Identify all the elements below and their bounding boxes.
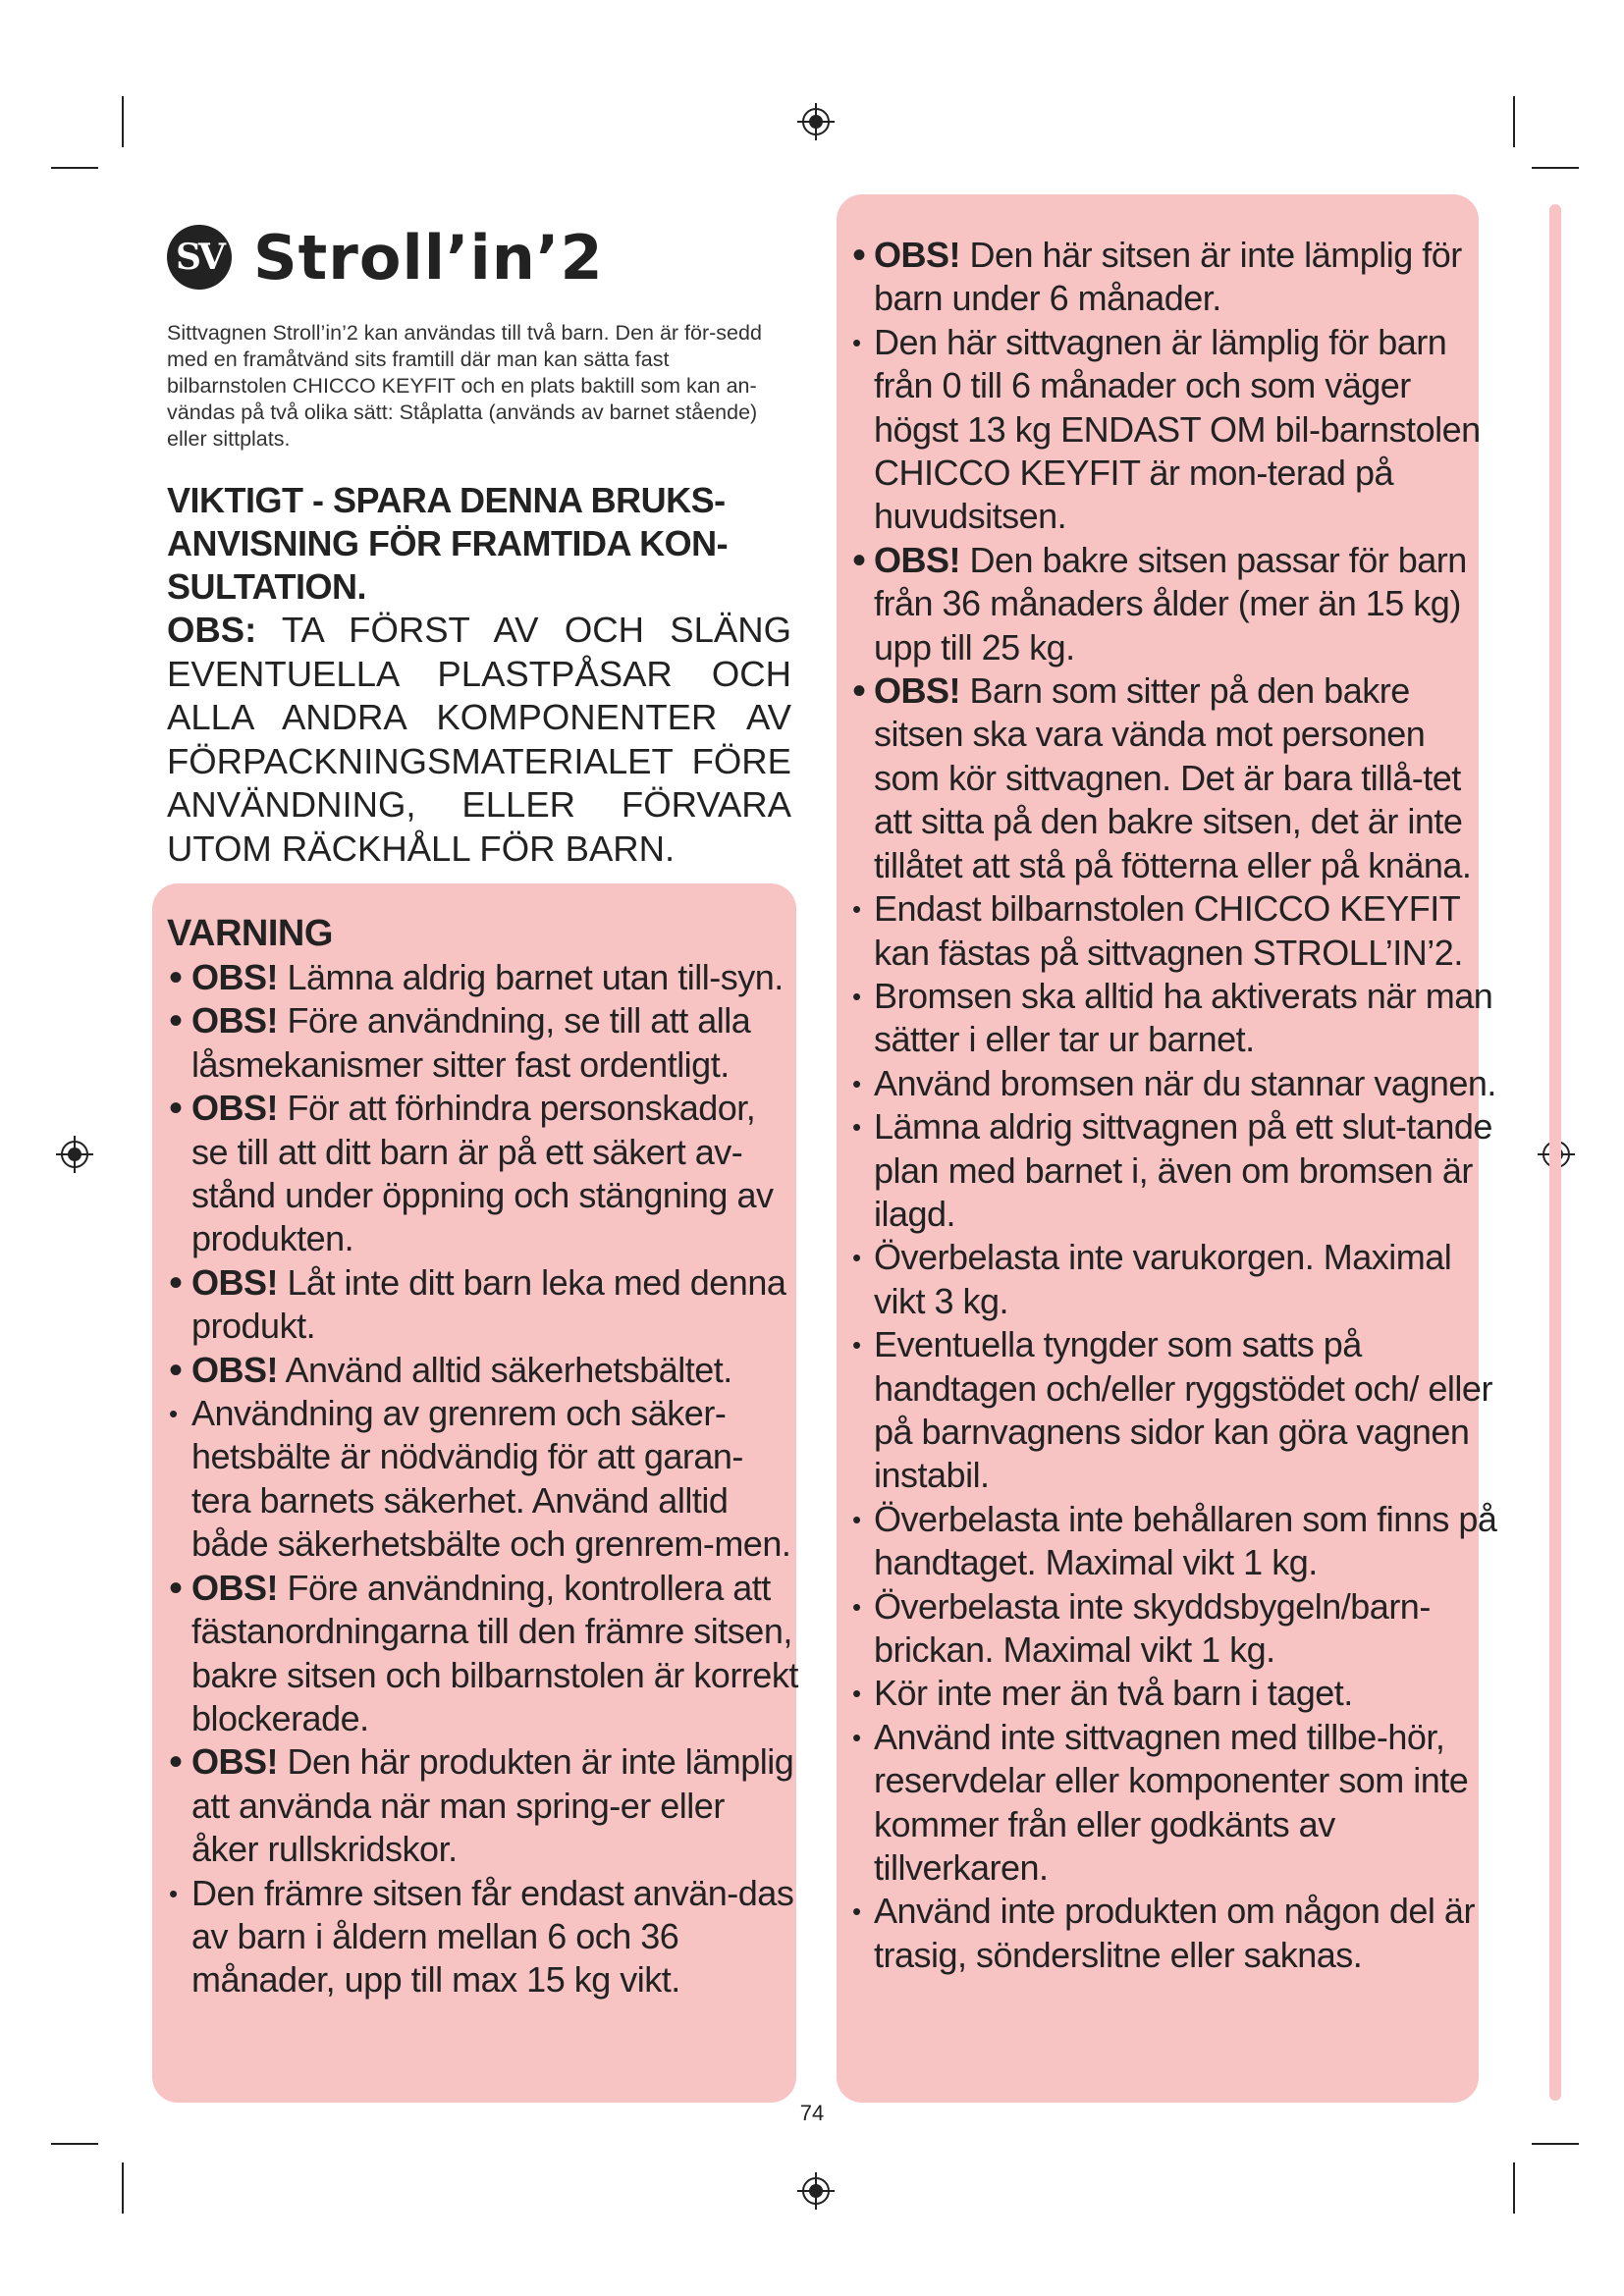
warning-item bbox=[850, 321, 1498, 539]
warning-list-right bbox=[850, 234, 1498, 1977]
warning-item bbox=[850, 669, 1498, 887]
obs-note-text: TA FÖRST AV OCH SLÄNG EVENTUELLA PLASTPÅSAR OCH ALLA ANDRA KOMPONENTER AV FÖRPACKNINGSMATERIALET FÖRE ANVÄNDNING, ELLER FÖRVARA UTOM RÄCKHÅLL FÖR BARN. bbox=[167, 610, 791, 869]
bullet-icon: • bbox=[169, 1878, 178, 1908]
warning-item-text: Användning av grenrem och säker-hetsbälte är nödvändig för att garan-tera barnets säkerhet. Använd alltid både säkerhetsbälte och grenrem-men. bbox=[191, 1393, 791, 1565]
bullet-icon: • bbox=[852, 1112, 861, 1143]
bullet-icon: • bbox=[852, 1722, 861, 1752]
crop-mark bbox=[1513, 96, 1515, 147]
warning-item bbox=[850, 1105, 1498, 1236]
registration-mark-icon bbox=[55, 1135, 94, 1174]
bullet-icon: • bbox=[852, 1330, 861, 1361]
warning-item-text: Den bakre sitsen passar för barn från 36 månaders ålder (mer än 15 kg) upp till 25 kg. bbox=[874, 539, 1467, 667]
warning-item-text: Lämna aldrig barnet utan till-syn. bbox=[278, 957, 784, 997]
bullet-icon: • bbox=[169, 1348, 183, 1392]
warning-item bbox=[850, 1890, 1498, 1977]
obs-label: OBS! bbox=[874, 539, 960, 580]
bullet-icon: • bbox=[169, 1566, 183, 1610]
obs-label: OBS! bbox=[191, 1000, 278, 1041]
warning-item-text: Överbelasta inte behållaren som finns på handtaget. Maximal vikt 1 kg. bbox=[874, 1498, 1497, 1583]
warning-item-text: Överbelasta inte varukorgen. Maximal vikt 3 kg. bbox=[874, 1237, 1452, 1321]
warning-item bbox=[850, 975, 1498, 1062]
bullet-icon: • bbox=[169, 956, 183, 999]
warning-item bbox=[850, 234, 1498, 321]
warning-item bbox=[850, 539, 1498, 669]
bullet-icon: • bbox=[169, 1399, 178, 1429]
warning-item bbox=[167, 1349, 799, 1392]
obs-label: OBS! bbox=[191, 957, 278, 997]
crop-mark bbox=[122, 96, 124, 147]
warning-item bbox=[167, 1567, 799, 1741]
warning-item-text: Den här produkten är inte lämplig att använda när man spring-er eller åker rullskridskor. bbox=[191, 1741, 794, 1870]
warning-item bbox=[167, 999, 799, 1087]
bullet-icon: • bbox=[852, 1068, 861, 1098]
bullet-icon: • bbox=[169, 999, 183, 1043]
obs-label: OBS! bbox=[191, 1261, 278, 1303]
warning-item bbox=[850, 1585, 1498, 1673]
obs-label: OBS! bbox=[191, 1088, 278, 1129]
bullet-icon: • bbox=[852, 1591, 861, 1622]
warning-item-text: Använd alltid säkerhetsbältet. bbox=[278, 1349, 732, 1390]
warning-item-text: Den främre sitsen får endast använ-das av barn i åldern mellan 6 och 36 månader, upp till max 15 kg vikt. bbox=[191, 1872, 794, 2001]
registration-mark-icon bbox=[796, 2171, 836, 2211]
warning-item bbox=[850, 1323, 1498, 1498]
bullet-icon: • bbox=[169, 1260, 183, 1305]
warning-item-text: Barn som sitter på den bakre sitsen ska vara vända mot personen som kör sittvagnen. Det är bara tillå-tet att sitta på den bakre sitsen, det är inte tillåtet att stå på fötterna eller på knäna. bbox=[874, 670, 1472, 885]
crop-mark bbox=[1532, 2143, 1579, 2145]
obs-label: OBS! bbox=[191, 1567, 278, 1608]
crop-mark bbox=[51, 167, 98, 169]
warning-item-text: Låt inte ditt barn leka med denna produkt. bbox=[191, 1261, 786, 1347]
bullet-icon: • bbox=[852, 1896, 861, 1927]
crop-mark bbox=[51, 2143, 98, 2145]
warning-item bbox=[167, 956, 799, 999]
warning-title: VARNING bbox=[167, 913, 333, 954]
warning-item bbox=[167, 1872, 799, 2002]
warning-item-text: Använd bromsen när du stannar vagnen. bbox=[874, 1062, 1496, 1103]
bullet-icon: • bbox=[169, 1087, 183, 1131]
warning-item bbox=[850, 1498, 1498, 1585]
warning-item-text: Den här sitsen är inte lämplig för barn under 6 månader. bbox=[874, 235, 1462, 319]
bullet-icon: • bbox=[852, 234, 866, 277]
bullet-icon: • bbox=[852, 1504, 861, 1534]
warning-item bbox=[850, 1062, 1498, 1105]
bullet-icon: • bbox=[852, 327, 861, 357]
warning-item-text: Använd inte sittvagnen med tillbe-hör, reservdelar eller komponenter som inte kommer från eller godkänts av tillverkaren. bbox=[874, 1716, 1469, 1889]
bullet-icon: • bbox=[169, 1740, 183, 1785]
bullet-icon: • bbox=[852, 1243, 861, 1273]
warning-item-text: Före användning, kontrollera att fästanordningarna till den främre sitsen, bakre sitsen och bilbarnstolen är korrekt blockerade. bbox=[191, 1567, 798, 1738]
warning-item bbox=[850, 1672, 1498, 1715]
warning-item bbox=[850, 1236, 1498, 1323]
page-title bbox=[167, 218, 604, 296]
warning-item bbox=[850, 1716, 1498, 1891]
bullet-icon: • bbox=[852, 1679, 861, 1709]
warning-item-text: Eventuella tyngder som satts på handtagen och/eller ryggstödet och/ eller på barnvagnens sidor kan göra vagnen instabil. bbox=[874, 1324, 1492, 1496]
intro-paragraph: Sittvagnen Stroll’in’2 kan användas till två barn. Den är för-sedd med en framåtvänd sits framtill där man kan sätta fast bilbarnstolen CHICCO KEYFIT och en plats baktill som kan an-vändas på två olika sätt: Ståplatta (används av barnet stående) eller sittplats. bbox=[167, 321, 762, 451]
crop-mark bbox=[1532, 167, 1579, 169]
warning-item bbox=[167, 1740, 799, 1871]
obs-label: OBS! bbox=[874, 235, 960, 275]
obs-label: OBS! bbox=[874, 670, 960, 712]
crop-mark bbox=[122, 2163, 124, 2214]
warning-item-text: Kör inte mer än två barn i taget. bbox=[874, 1673, 1353, 1714]
warning-list-left bbox=[167, 956, 799, 2002]
obs-label: OBS! bbox=[191, 1741, 278, 1783]
warning-item-text: Lämna aldrig sittvagnen på ett slut-tande plan med barnet i, även om bromsen är ilagd. bbox=[874, 1106, 1492, 1234]
bullet-icon: • bbox=[852, 981, 861, 1011]
warning-item-text: Överbelasta inte skyddsbygeln/barn-brickan. Maximal vikt 1 kg. bbox=[874, 1585, 1431, 1670]
crop-mark bbox=[1513, 2163, 1515, 2214]
warning-item bbox=[850, 887, 1498, 975]
bullet-icon: • bbox=[852, 669, 866, 714]
warning-item-text: För att förhindra personskador, se till att ditt barn är på ett säkert av-stånd under öppning och stängning av produkten. bbox=[191, 1088, 774, 1259]
page-number: 74 bbox=[799, 2101, 825, 2125]
warning-item bbox=[167, 1087, 799, 1261]
important-heading: VIKTIGT - SPARA DENNA BRUKS-ANVISNING FÖR FRAMTIDA KON-SULTATION. bbox=[167, 480, 729, 607]
registration-mark-icon bbox=[796, 102, 836, 141]
warning-item-text: Endast bilbarnstolen CHICCO KEYFIT kan fästas på sittvagnen STROLL’IN’2. bbox=[874, 888, 1463, 973]
warning-item bbox=[167, 1392, 799, 1567]
product-title: Stroll’in’2 bbox=[253, 221, 604, 294]
warning-item-text: Den här sittvagnen är lämplig för barn från 0 till 6 månader och som väger högst 13 kg ENDAST OM bil-barnstolen CHICCO KEYFIT är mon-terad på huvudsitsen. bbox=[874, 321, 1481, 537]
warning-item-text: Använd inte produkten om någon del är trasig, sönderslitne eller saknas. bbox=[874, 1891, 1475, 1975]
edge-strip bbox=[1549, 204, 1561, 2101]
obs-note-label: OBS: bbox=[167, 610, 257, 650]
bullet-icon: • bbox=[852, 538, 866, 582]
warning-item-text: Bromsen ska alltid ha aktiverats när man sätter i eller tar ur barnet. bbox=[874, 975, 1493, 1060]
bullet-icon: • bbox=[852, 894, 861, 925]
language-badge: SV bbox=[167, 225, 232, 290]
obs-note bbox=[167, 609, 791, 871]
warning-item bbox=[167, 1261, 799, 1349]
obs-label: OBS! bbox=[191, 1349, 278, 1390]
warning-item-text: Före användning, se till att alla låsmekanismer sitter fast ordentligt. bbox=[191, 1000, 751, 1085]
